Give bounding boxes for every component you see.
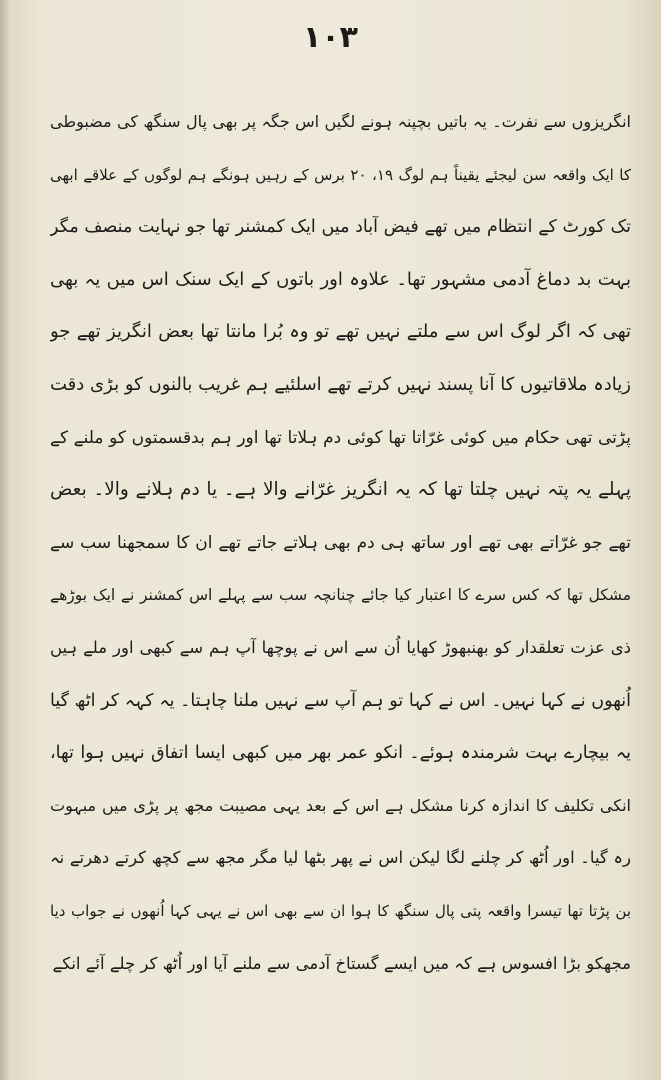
text-line: رہ گیا۔ اور اُٹھ کر چلنے لگا لیکن اس نے پھر بٹھا لیا مگر مجھ سے کچھ کرتے دھرتے نہ: [50, 848, 631, 868]
text-line: تک کورٹ کے انتظام میں تھے فیض آباد میں ایک کمشنر تھا جو نہایت منصف مگر: [50, 217, 631, 238]
text-line: پڑتی تھی حکام میں کوئی غرّاتا تھا کوئی دم ہلاتا تھا اور ہم بدقسمتوں کو ملنے کے: [50, 427, 631, 448]
text-line: مشکل تھا کہ کس سرے کا اعتبار کیا جائے چنانچہ سب سے پہلے اس کمشنر نے ایک بوڑھے: [50, 586, 631, 605]
text-line: اُنھوں نے کہا نہیں۔ اس نے کہا تو ہم آپ سے نہیں ملنا چاہتا۔ یہ کہہ کر اٹھ گیا: [50, 690, 631, 711]
text-line: بہت بد دماغ آدمی مشہور تھا۔ علاوہ اور باتوں کے ایک سنک اس میں یہ بھی: [50, 268, 631, 290]
text-line: ذی عزت تعلقدار کو بھنبھوڑ کھایا اُن سے اس نے پوچھا آپ ہم سے کبھی اور ملے ہیں: [50, 637, 631, 657]
text-line: یہ بیچارے بہت شرمندہ ہوئے۔ انکو عمر بھر میں کبھی ایسا اتفاق نہیں ہوا تھا،: [50, 743, 631, 764]
page-number: ۱۰۳: [303, 20, 358, 55]
body-text: [50, 96, 631, 990]
text-line: انکی تکلیف کا اندازہ کرنا مشکل ہے اس کے بعد یہی مصیبت مجھ پر پڑی میں مبہوت: [50, 795, 631, 815]
text-line: تھے جو غرّاتے بھی تھے اور ساتھ ہی دم بھی ہلاتے جاتے تھے ان کا سمجھنا سب سے: [50, 532, 631, 553]
text-line: انگریزوں سے نفرت۔ یہ باتیں بچپنہ ہونے لگیں اس جگہ پر بھی پال سنگھ کی مضبوطی: [50, 112, 631, 131]
text-line: بن پڑتا تھا تیسرا واقعہ پتی پال سنگھ کا ہوا ان سے بھی اس نے یہی کہا اُنھوں نے جواب دیا: [50, 901, 631, 920]
text-line: زیادہ ملاقاتیوں کا آنا پسند نہیں کرتے تھے اسلئیے ہم غریب بالنوں کو بڑی دقت: [50, 373, 631, 395]
text-line: پہلے یہ پتہ نہیں چلتا تھا کہ یہ انگریز غرّانے والا ہے۔ یا دم ہلانے والا۔ بعض: [50, 479, 631, 501]
text-line: کا ایک واقعہ سن لیجئے یقیناً ہم لوگ ۱۹، ۲۰ برس کے رہیں ہونگے ہم لوگوں کے علاقے ابھی: [50, 165, 631, 184]
text-line: مجھکو بڑا افسوس ہے کہ میں ایسے گستاخ آدمی سے ملنے آیا اور اُٹھ کر چلے آئے انکے: [52, 953, 631, 973]
text-line: تھی کہ اگر لوگ اس سے ملتے نہیں تھے تو وہ بُرا مانتا تھا بعض انگریز تھے جو: [50, 321, 631, 343]
